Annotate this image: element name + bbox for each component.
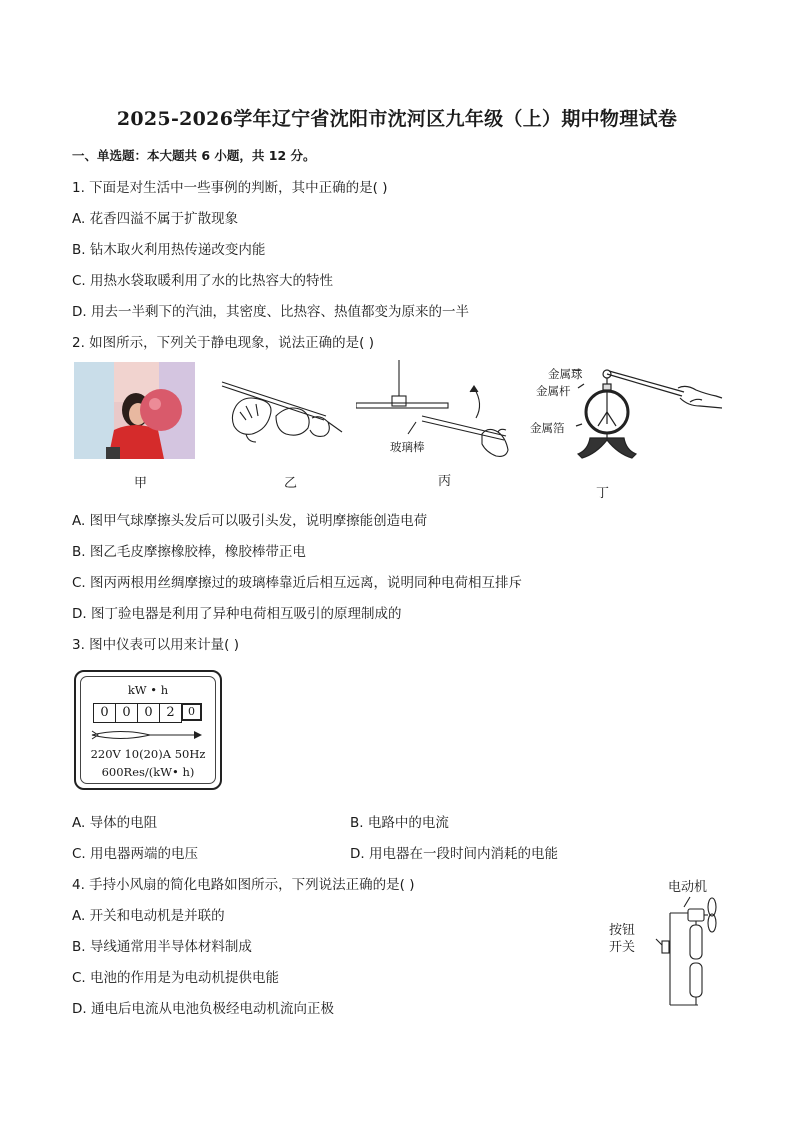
meter-digit: 0 — [93, 703, 116, 723]
label-metal-rod: 金属杆 — [536, 384, 571, 398]
q1-option-d[interactable]: D. 用去一半剩下的汽油，其密度、比热容、热值都变为原来的一半 — [72, 304, 469, 320]
glass-rods-drawing — [356, 360, 526, 460]
q3-stem: 3. 图中仪表可以用来计量( ) — [72, 637, 239, 653]
q4-option-b[interactable]: B. 导线通常用半导体材料制成 — [72, 939, 252, 955]
q4-stem: 4. 手持小风扇的简化电路如图所示，下列说法正确的是( ) — [72, 877, 415, 893]
q2-stem: 2. 如图所示，下列关于静电现象，说法正确的是( ) — [72, 335, 374, 351]
caption-yi: 乙 — [284, 476, 298, 491]
meter-digit: 0 — [137, 703, 160, 723]
q3-option-c[interactable]: C. 用电器两端的电压 — [72, 846, 199, 862]
q1-option-b[interactable]: B. 钻木取火利用热传递改变内能 — [72, 242, 266, 258]
q1-stem: 1. 下面是对生活中一些事例的判断，其中正确的是( ) — [72, 180, 388, 196]
q2-figure-yi — [216, 376, 346, 446]
label-switch-line2: 开关 — [609, 940, 636, 955]
q2-figure-jia — [74, 362, 195, 459]
meter-specs: 220V 10(20)A 50Hz — [90, 747, 206, 761]
fur-rubbing-rod-drawing — [216, 376, 346, 446]
meter-digit-display — [93, 703, 202, 723]
meter-digit: 2 — [159, 703, 182, 723]
caption-bing: 丙 — [438, 474, 452, 489]
meter-disc-arrow — [90, 728, 208, 742]
q4-option-c[interactable]: C. 电池的作用是为电动机提供电能 — [72, 970, 280, 986]
meter-rate: 600Res/(kW• h) — [101, 765, 195, 779]
q1-option-c[interactable]: C. 用热水袋取暖利用了水的比热容大的特性 — [72, 273, 334, 289]
girl-balloon-photo — [74, 362, 195, 459]
energy-meter — [74, 670, 222, 790]
meter-digit: 0 — [115, 703, 138, 723]
label-glass-rod: 玻璃棒 — [390, 440, 425, 454]
exam-title: 2025-2026学年辽宁省沈阳市沈河区九年级（上）期中物理试卷 — [116, 108, 678, 130]
label-metal-foil: 金属箔 — [530, 421, 565, 435]
label-metal-ball: 金属球 — [548, 367, 583, 381]
q4-option-a[interactable]: A. 开关和电动机是并联的 — [72, 908, 225, 924]
q2-option-c[interactable]: C. 图丙两根用丝绸摩擦过的玻璃棒靠近后相互远离，说明同种电荷相互排斥 — [72, 575, 523, 591]
caption-ding: 丁 — [596, 486, 610, 501]
q4-option-d[interactable]: D. 通电后电流从电池负极经电动机流向正极 — [72, 1001, 334, 1017]
q2-option-b[interactable]: B. 图乙毛皮摩擦橡胶棒，橡胶棒带正电 — [72, 544, 306, 560]
q2-figure-bing — [356, 360, 526, 460]
section-heading: 一、单选题：本大题共 6 小题，共 12 分。 — [72, 148, 316, 163]
q3-option-d[interactable]: D. 用电器在一段时间内消耗的电能 — [350, 846, 558, 862]
meter-digit-decimal: 0 — [181, 703, 202, 721]
q2-option-d[interactable]: D. 图丁验电器是利用了异种电荷相互吸引的原理制成的 — [72, 606, 402, 622]
q3-option-a[interactable]: A. 导体的电阻 — [72, 815, 158, 831]
meter-unit: kW • h — [127, 683, 169, 697]
q2-option-a[interactable]: A. 图甲气球摩擦头发后可以吸引头发，说明摩擦能创造电荷 — [72, 513, 428, 529]
q1-option-a[interactable]: A. 花香四溢不属于扩散现象 — [72, 211, 239, 227]
caption-jia: 甲 — [134, 476, 148, 491]
label-switch-line1: 按钮 — [609, 923, 636, 938]
fan-circuit-drawing — [650, 893, 730, 1013]
label-motor: 电动机 — [668, 880, 708, 895]
fan-circuit-diagram — [650, 893, 730, 1013]
q3-option-b[interactable]: B. 电路中的电流 — [350, 815, 449, 831]
